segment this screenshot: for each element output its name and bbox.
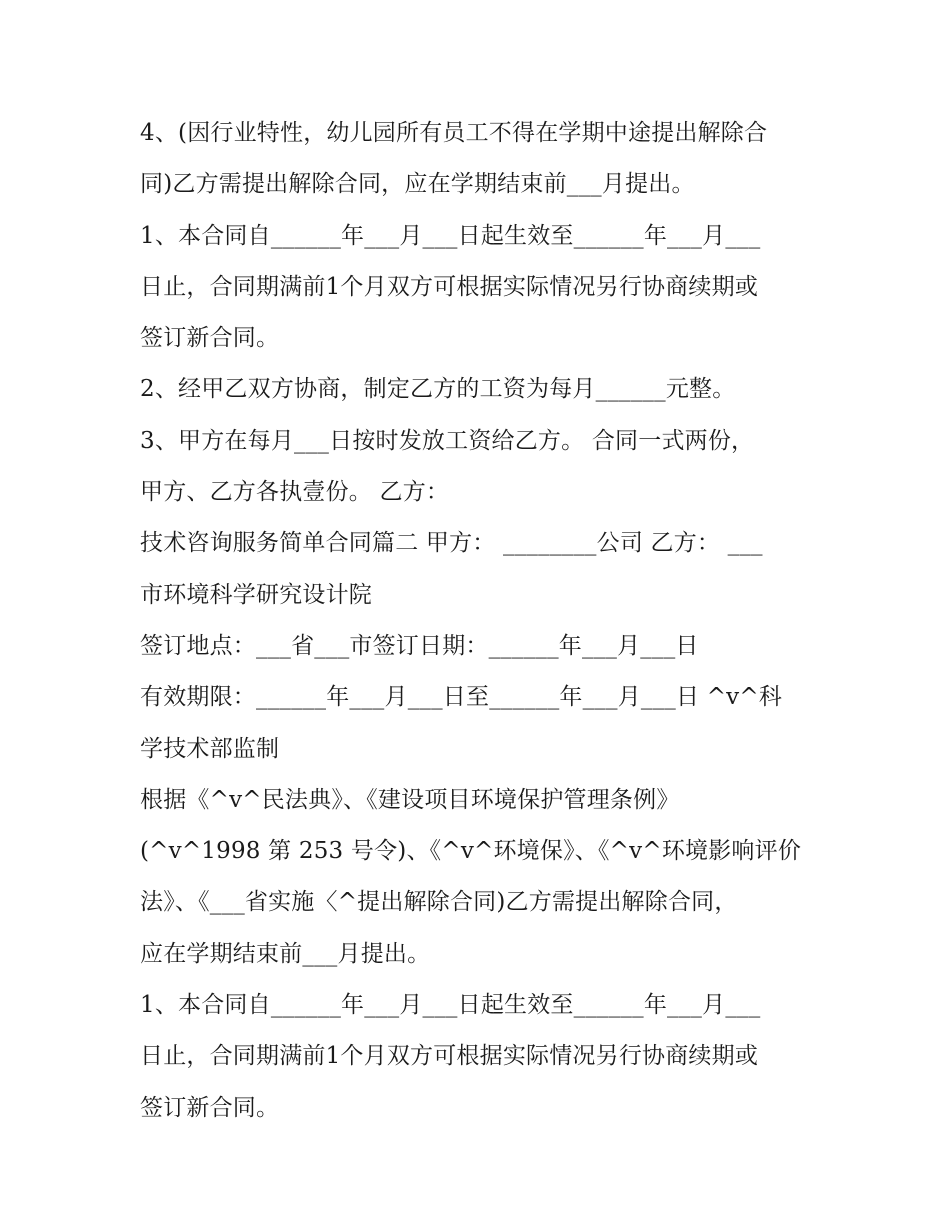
text-line: 1、本合同自______年___月___日起生效至______年___月___ <box>140 992 761 1019</box>
text-line: 日止，合同期满前1个月双方可根据实际情况另行协商续期或 <box>140 273 759 300</box>
text-line: 有效期限：______年___月___日至______年___月___日 ^v^科 <box>140 684 783 711</box>
text-line: 技术咨询服务简单合同篇二 甲方： ________公司 乙方： ___ <box>140 530 763 557</box>
text-line: 市环境科学研究设计院 <box>140 581 372 608</box>
text-line: 甲方、乙方各执壹份。 乙方： <box>140 479 450 506</box>
text-line: 签订新合同。 <box>140 1094 280 1121</box>
text-line: 1、本合同自______年___月___日起生效至______年___月___ <box>140 222 761 249</box>
text-line: 根据《^v^民法典》、《建设项目环境保护管理条例》 <box>140 786 680 813</box>
text-line: 4、(因行业特性，幼儿园所有员工不得在学期中途提出解除合 <box>140 120 768 146</box>
text-line: 签订地点：___省___市签订日期：______年___月___日 <box>140 632 699 659</box>
text-line: 法》、《___省实施〈^提出解除合同)乙方需提出解除合同， <box>140 889 738 916</box>
text-line: (^v^1998 第 253 号令)、《^v^环境保》、《^v^环境影响评价 <box>140 838 802 865</box>
text-line: 同)乙方需提出解除合同，应在学期结束前___月提出。 <box>140 171 695 198</box>
text-line: 日止，合同期满前1个月双方可根据实际情况另行协商续期或 <box>140 1043 759 1070</box>
text-line: 学技术部监制 <box>140 735 280 762</box>
document-body <box>140 108 820 1134</box>
text-line: 签订新合同。 <box>140 325 280 352</box>
text-line: 2、经甲乙双方协商，制定乙方的工资为每月______元整。 <box>140 376 736 403</box>
text-line: 3、甲方在每月___日按时发放工资给乙方。 合同一式两份， <box>140 427 755 454</box>
text-line: 应在学期结束前___月提出。 <box>140 940 431 967</box>
